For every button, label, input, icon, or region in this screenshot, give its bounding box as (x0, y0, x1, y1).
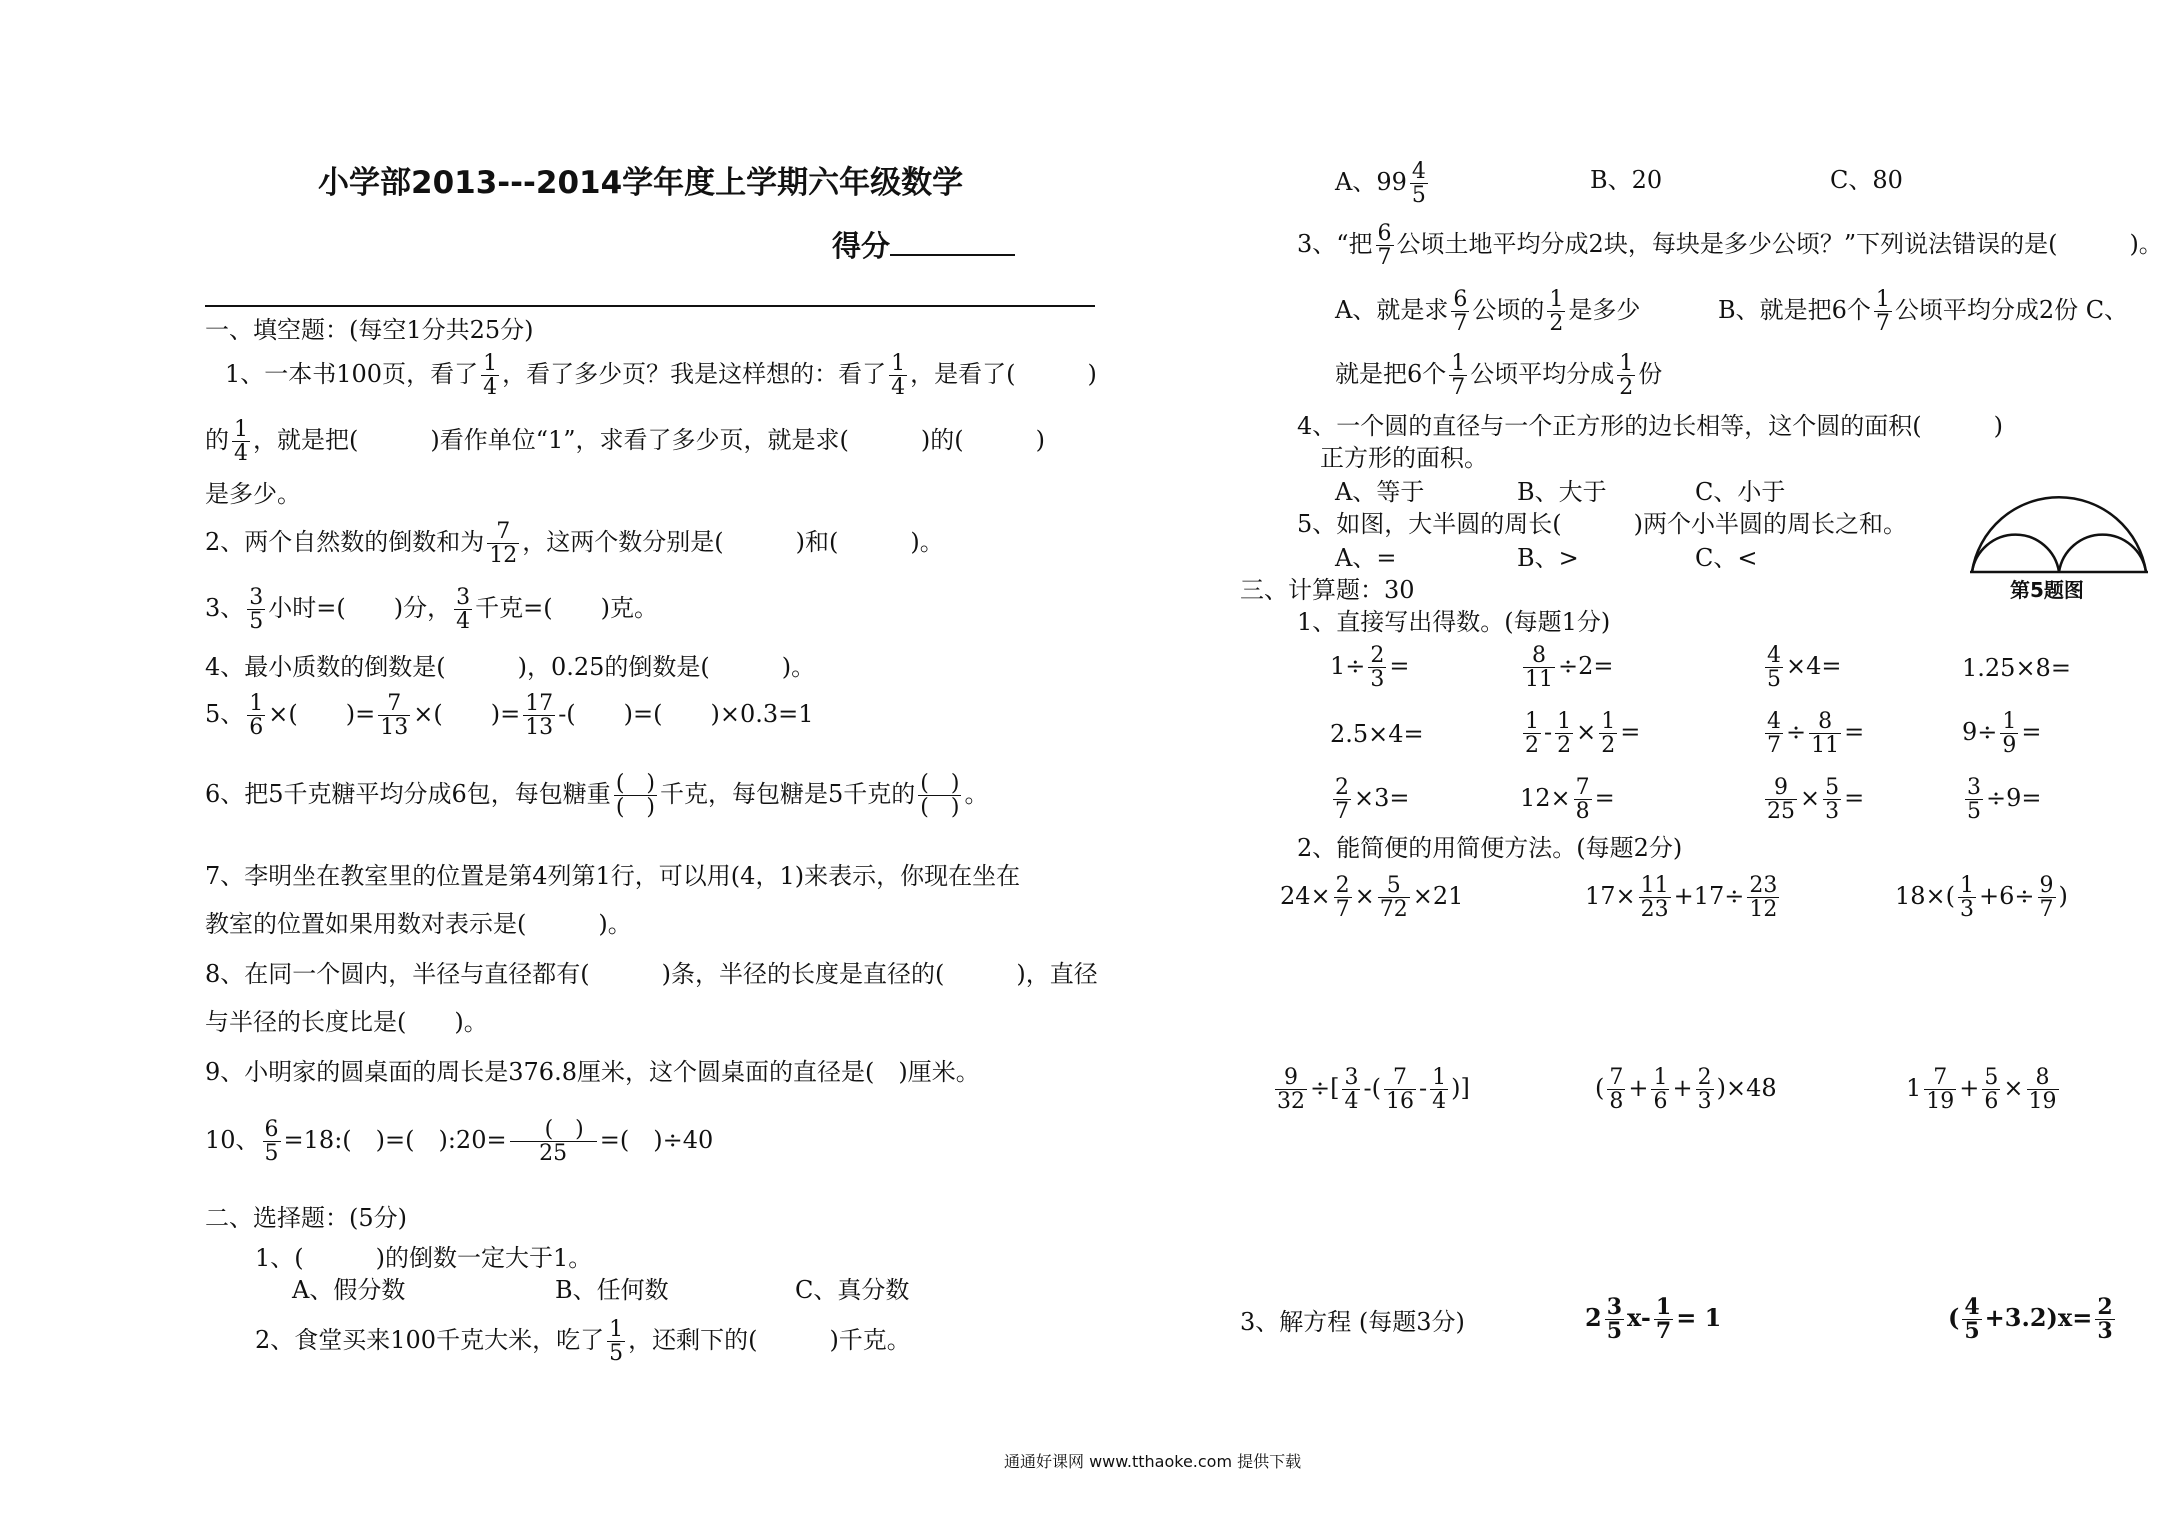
q5-c-text: -( )=( )×0.3=1 (558, 700, 814, 729)
fraction: $\frac{7}{12}$ (489, 519, 518, 569)
fraction-blank: $\frac{( )}{25}$ (510, 1118, 597, 1165)
simplify-6: 1 $\frac{7}{19}$ + $\frac{5}{6}$ × $\frac{8}{19}$ (1906, 1065, 2057, 1115)
part-3-title: 3、解方程 (每题3分) (1240, 1308, 1465, 1336)
fraction: $\frac{1}{4}$ (234, 417, 248, 467)
c3-a3-text: 是多少 (1568, 296, 1641, 325)
simplify-2: 17× $\frac{11}{23}$ +17÷ $\frac{23}{12}$ (1585, 873, 1778, 923)
page-title: 小学部2013---2014学年度上学期六年级数学 (318, 165, 964, 201)
fraction: $\frac{1}{2}$ (1619, 351, 1634, 401)
simplify-3: 18×( $\frac{1}{3}$ +6÷ $\frac{9}{7}$ ) (1895, 873, 2068, 923)
section-2-title: 二、选择题：(5分) (205, 1204, 407, 1232)
question-3 (205, 586, 658, 633)
calc-1-1: 1÷ $\frac{2}{3}$ = (1330, 643, 1410, 693)
fraction: $\frac{2}{3}$ (1370, 643, 1385, 693)
fraction: $\frac{7}{19}$ (1926, 1065, 1955, 1115)
question-1-line-3: 是多少。 (205, 480, 301, 508)
fraction: $\frac{1}{4}$ (483, 351, 498, 401)
simplify-5: ( $\frac{7}{8}$ + $\frac{1}{6}$ + $\frac{2}{3}$ )×48 (1595, 1065, 1777, 1115)
choice-4-line-1: 4、一个圆的直径与一个正方形的边长相等，这个圆的面积( ) (1297, 412, 2003, 440)
fraction: $\frac{2}{7}$ (1335, 775, 1349, 825)
choice-3 (1297, 222, 2163, 269)
q1a-text: 1、一本书100页，看了 (225, 360, 479, 389)
q10-end-text: =( )÷40 (599, 1126, 714, 1155)
fraction: $\frac{1}{4}$ (891, 351, 906, 401)
equation-2: ( $\frac{4}{5}$ +3.2)x= $\frac{2}{3}$ (1948, 1294, 2113, 1345)
simplify-1: 24× $\frac{2}{7}$ × $\frac{5}{72}$ ×21 (1280, 873, 1464, 923)
calc-1-4: 1.25×8= (1962, 654, 2071, 682)
calc-3-3: $\frac{9}{25}$ × $\frac{5}{3}$ = (1767, 775, 1865, 825)
choice-2-option-c: C、80 (1830, 166, 1903, 194)
calc-2-1: 2.5×4= (1330, 720, 1424, 748)
simplify-4: $\frac{9}{32}$ ÷[ $\frac{3}{4}$ -( $\frac{7}{16}$ - $\frac{1}{4}$ )] (1277, 1065, 1470, 1115)
calc-3-4: $\frac{3}{5}$ ÷9= (1967, 775, 2042, 825)
part-1-title: 1、直接写出得数。(每题1分) (1297, 608, 1611, 636)
small-semicircle-left (1972, 535, 2059, 572)
score-label: 得分 (832, 229, 891, 263)
c3-a1-text: A、就是求 (1335, 296, 1449, 325)
large-semicircle (1972, 497, 2146, 572)
footer-credit: 通通好课网 www.tthaoke.com 提供下载 (1004, 1452, 1302, 1471)
calc-2-2: $\frac{1}{2}$ - $\frac{1}{2}$ × $\frac{1}{2}$ = (1525, 709, 1641, 759)
choice-5: 5、如图，大半圆的周长( )两个小半圆的周长之和。 (1297, 510, 1907, 538)
fraction: $\frac{9}{25}$ (1767, 775, 1795, 825)
fraction: $\frac{7}{16}$ (1385, 1065, 1414, 1115)
q2-start-text: 2、两个自然数的倒数和为 (205, 528, 485, 557)
q6-mid-text: 千克，每包糖是5千克的 (659, 780, 916, 809)
question-8-line-1: 8、在同一个圆内，半径与直径都有( )条，半径的长度是直径的( )，直径 (205, 960, 1098, 988)
q1b-start-text: 的 (205, 426, 229, 455)
fraction: $\frac{11}{23}$ (1640, 873, 1669, 923)
fraction: $\frac{7}{13}$ (380, 691, 409, 741)
fraction: $\frac{2}{7}$ (1335, 873, 1350, 923)
choice-1-option-b: B、任何数 (555, 1276, 669, 1304)
choice-4-option-a: A、等于 (1335, 478, 1425, 506)
q5-b-text: ×( )= (413, 700, 521, 729)
fraction: $\frac{1}{2}$ (1549, 287, 1564, 337)
c3-b1-text: B、就是把6个 (1718, 296, 1871, 325)
c3-c3-text: 份 (1638, 360, 1663, 389)
fraction: $\frac{4}{5}$ (1964, 1294, 1980, 1345)
fraction: $\frac{1}{7}$ (1655, 1294, 1672, 1345)
choice-2-option-a (1335, 160, 1431, 207)
part-2-title: 2、能简便的用简便方法。(每题2分) (1297, 834, 1683, 862)
q1a-mid-text: ，看了多少页？我是这样想的：看了 (502, 360, 887, 389)
fraction: $\frac{1}{7}$ (1875, 287, 1890, 337)
choice-3-option-a (1335, 288, 1640, 335)
fraction: $\frac{3}{4}$ (456, 585, 471, 635)
choice-4-option-c: C、小于 (1695, 478, 1786, 506)
q10-mid-text: =18:( )=( ):20= (283, 1126, 507, 1155)
fraction: $\frac{6}{7}$ (1453, 287, 1468, 337)
fraction: $\frac{1}{6}$ (1653, 1065, 1668, 1115)
q3-mid-text: 小时=( )分， (268, 594, 452, 623)
semicircle-figure (1968, 478, 2150, 574)
calc-3-2: 12× $\frac{7}{8}$ = (1520, 775, 1615, 825)
calc-2-3: $\frac{4}{7}$ ÷ $\frac{8}{11}$ = (1767, 709, 1865, 759)
choice-4-line-2: 正方形的面积。 (1320, 444, 1488, 472)
calc-1-2: $\frac{8}{11}$ ÷2= (1525, 643, 1614, 693)
c3-start-text: 3、“把 (1297, 230, 1373, 259)
fraction: $\frac{1}{2}$ (1557, 709, 1572, 759)
q6-start-text: 6、把5千克糖平均分成6包，每包糖重 (205, 780, 611, 809)
c3-b2-text: 公顷平均分成2份 C、 (1894, 296, 2129, 325)
fraction: $\frac{1}{2}$ (1525, 709, 1539, 759)
fraction: $\frac{3}{5}$ (1967, 775, 1981, 825)
q5-start-text: 5、 (205, 700, 245, 729)
fraction: $\frac{6}{5}$ (264, 1117, 279, 1167)
c3-c2-text: 公顷平均分成 (1470, 360, 1615, 389)
fraction: $\frac{1}{3}$ (1960, 873, 1975, 923)
q1a-end-text: ，是看了( ) (910, 360, 1097, 389)
question-7-line-2: 教室的位置如果用数对表示是( )。 (205, 910, 632, 938)
score-field (832, 229, 1015, 263)
fraction: $\frac{1}{6}$ (249, 691, 264, 741)
choice-5-option-b: B、> (1517, 544, 1579, 572)
question-2 (205, 520, 944, 567)
fraction: $\frac{7}{8}$ (1575, 775, 1590, 825)
question-5 (205, 692, 814, 739)
choice-4-option-b: B、大于 (1517, 478, 1607, 506)
q3-start-text: 3、 (205, 594, 245, 623)
equation-1: 2 $\frac{3}{5}$ x- $\frac{1}{7}$ = 1 (1585, 1294, 1722, 1345)
header-rule (205, 305, 1095, 307)
fraction: $\frac{5}{72}$ (1379, 873, 1408, 923)
c3-c1-text: 就是把6个 (1335, 360, 1447, 389)
c2-start-text: 2、食堂买来100千克大米，吃了 (255, 1326, 605, 1355)
fraction: $\frac{4}{7}$ (1767, 709, 1781, 759)
choice-1-option-c: C、真分数 (795, 1276, 910, 1304)
fraction: $\frac{5}{6}$ (1984, 1065, 1999, 1115)
q1b-end-text: ，就是把( )看作单位“1”，求看了多少页，就是求( )的( ) (253, 426, 1045, 455)
fraction: $\frac{23}{12}$ (1749, 873, 1778, 923)
fraction-blank: $\frac{( )}{( )}$ (615, 771, 655, 821)
fraction: $\frac{1}{4}$ (1432, 1065, 1447, 1115)
q5-a-text: ×( )= (268, 700, 376, 729)
q10-start-text: 10、 (205, 1126, 260, 1155)
fraction: $\frac{8}{19}$ (2028, 1065, 2057, 1115)
fraction: $\frac{4}{5}$ (1767, 643, 1781, 693)
choice-1-option-a: A、假分数 (292, 1276, 406, 1304)
question-10 (205, 1118, 713, 1165)
calc-3-1: $\frac{2}{7}$ ×3= (1335, 775, 1410, 825)
fraction: $\frac{17}{13}$ (525, 691, 554, 741)
section-1-title: 一、填空题：(每空1分共25分) (205, 316, 534, 344)
fraction: $\frac{3}{4}$ (1344, 1065, 1359, 1115)
question-1-line-1 (225, 352, 1097, 399)
choice-5-option-a: A、= (1335, 544, 1397, 572)
fraction: $\frac{5}{3}$ (1825, 775, 1840, 825)
fraction: $\frac{2}{3}$ (1697, 1065, 1712, 1115)
fraction: $\frac{1}{7}$ (1451, 351, 1466, 401)
fraction: $\frac{6}{7}$ (1377, 221, 1392, 271)
fraction: $\frac{2}{3}$ (2097, 1294, 2113, 1345)
q2-end-text: ，这两个数分别是( )和( )。 (522, 528, 944, 557)
choice-2-option-b: B、20 (1590, 166, 1663, 194)
section-3-title: 三、计算题：30 (1240, 576, 1415, 604)
figure-caption: 第5题图 (2010, 578, 2084, 602)
q3-end-text: 千克=( )克。 (475, 594, 658, 623)
fraction: $\frac{4}{5}$ (1411, 159, 1426, 209)
question-9: 9、小明家的圆桌面的周长是376.8厘米，这个圆桌面的直径是( )厘米。 (205, 1058, 980, 1086)
fraction: $\frac{8}{11}$ (1811, 709, 1840, 759)
question-8-line-2: 与半径的长度比是( )。 (205, 1008, 488, 1036)
fraction: $\frac{9}{32}$ (1277, 1065, 1305, 1115)
question-6 (205, 772, 988, 819)
calc-1-3: $\frac{4}{5}$ ×4= (1767, 643, 1842, 693)
choice-3-option-c (1335, 352, 1662, 399)
option-a-text: A、99 (1335, 168, 1407, 197)
choice-5-option-c: C、< (1695, 544, 1758, 572)
choice-1: 1、( )的倒数一定大于1。 (255, 1244, 593, 1272)
fraction: $\frac{8}{11}$ (1525, 643, 1553, 693)
calc-2-4: 9÷ $\frac{1}{9}$ = (1962, 709, 2042, 759)
fraction: $\frac{7}{8}$ (1609, 1065, 1624, 1115)
c3-end-text: 公顷土地平均分成2块，每块是多少公顷？”下列说法错误的是( )。 (1396, 230, 2163, 259)
score-blank (890, 232, 1015, 256)
fraction: $\frac{1}{5}$ (609, 1317, 624, 1367)
c3-a2-text: 公顷的 (1472, 296, 1545, 325)
question-4: 4、最小质数的倒数是( )，0.25的倒数是( )。 (205, 653, 816, 681)
fraction: $\frac{1}{9}$ (2002, 709, 2017, 759)
choice-2 (255, 1318, 911, 1365)
fraction: $\frac{1}{2}$ (1601, 709, 1616, 759)
q6-end-text: 。 (964, 780, 989, 809)
fraction: $\frac{9}{7}$ (2039, 873, 2054, 923)
fraction: $\frac{3}{5}$ (249, 585, 264, 635)
question-1-line-2 (205, 418, 1045, 465)
fraction: $\frac{3}{5}$ (1606, 1294, 1623, 1345)
choice-3-option-b (1718, 288, 2128, 335)
fraction-blank: $\frac{( )}{( )}$ (920, 771, 960, 821)
small-semicircle-right (2059, 535, 2146, 572)
c2-end-text: ，还剩下的( )千克。 (628, 1326, 911, 1355)
question-7-line-1: 7、李明坐在教室里的位置是第4列第1行，可以用(4，1)来表示，你现在坐在 (205, 862, 1021, 890)
